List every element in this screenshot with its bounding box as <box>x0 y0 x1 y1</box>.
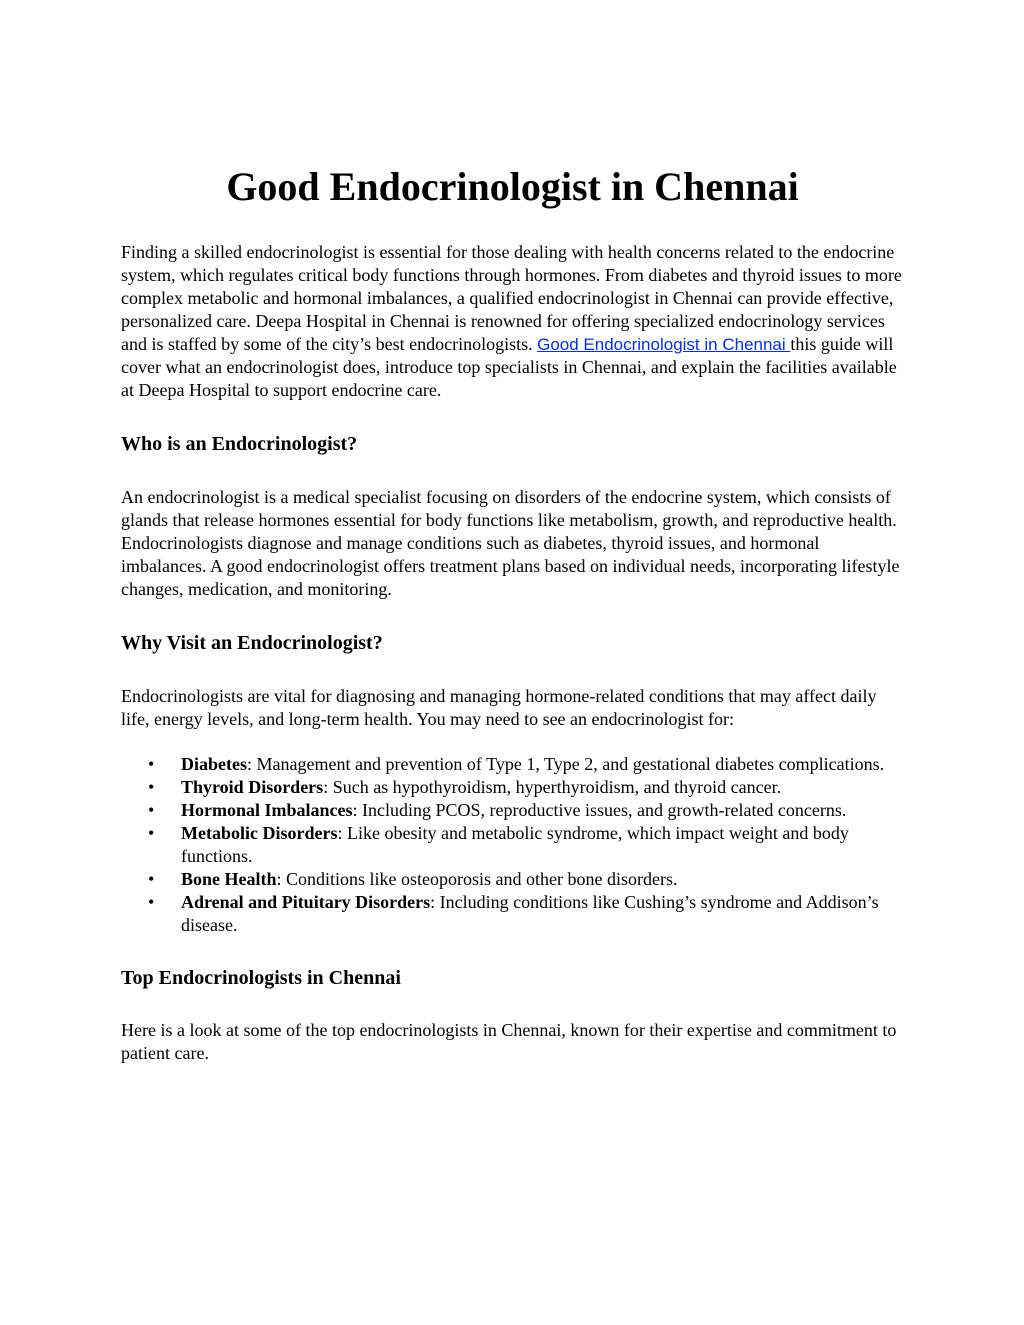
list-item-term: Metabolic Disorders <box>181 823 338 843</box>
list-item-description: : Such as hypothyroidism, hyperthyroidism, and thyroid cancer. <box>323 777 782 797</box>
paragraph-who-is-endocrinologist: An endocrinologist is a medical specialist focusing on disorders of the endocrine system, which consists of glands that release hormones essential for body functions like metabolism, growth, and reproductive health. Endocrinologists diagnose and manage conditions such as diabetes, thyroid issues, and hormonal imbalances. A good endocrinologist offers treatment plans based on individual needs, incorporating lifestyle changes, medication, and monitoring. <box>121 487 900 599</box>
bullet-icon: • <box>148 892 155 912</box>
page-title: Good Endocrinologist in Chennai <box>226 164 799 209</box>
list-item <box>148 822 904 868</box>
heading-why-visit: Why Visit an Endocrinologist? <box>121 632 383 654</box>
list-item <box>148 799 904 822</box>
list-item <box>148 868 904 891</box>
intro-paragraph <box>121 241 904 402</box>
paragraph-why-visit: Endocrinologists are vital for diagnosing and managing hormone-related conditions that may affect daily life, energy levels, and long-term health. You may need to see an endocrinologist for: <box>121 686 877 729</box>
list-item <box>148 776 904 799</box>
list-item-description: : Conditions like osteoporosis and other bone disorders. <box>276 869 678 889</box>
list-item-term: Thyroid Disorders <box>181 777 324 797</box>
list-item-term: Adrenal and Pituitary Disorders <box>181 892 431 912</box>
list-item <box>148 891 904 937</box>
list-item-term: Diabetes <box>181 754 247 774</box>
bullet-icon: • <box>148 754 155 774</box>
heading-who-is-endocrinologist: Who is an Endocrinologist? <box>121 433 358 455</box>
bullet-icon: • <box>148 777 155 797</box>
list-item-description: : Management and prevention of Type 1, Type 2, and gestational diabetes complications. <box>247 754 885 774</box>
conditions-list <box>121 753 904 937</box>
list-item-description: : Like obesity and metabolic syndrome, which impact weight and body functions. <box>181 823 849 866</box>
intro-text-before-link: Finding a skilled endocrinologist is essential for those dealing with health concerns related to the endocrine system, which regulates critical body functions through hormones. From diabetes and thyroid issues to more complex metabolic and hormonal imbalances, a qualified endocrinologist in Chennai can provide effective, personalized care. Deepa Hospital in Chennai is renowned for offering specialized endocrinology services and is staffed by some of the city’s best endocrinologists. <box>121 242 902 354</box>
heading-top-endocrinologists: Top Endocrinologists in Chennai <box>121 967 401 989</box>
bullet-icon: • <box>148 800 155 820</box>
list-item-term: Hormonal Imbalances <box>181 800 353 820</box>
paragraph-top-endocrinologists: Here is a look at some of the top endocrinologists in Chennai, known for their expertise and commitment to patient care. <box>121 1020 897 1063</box>
list-item-term: Bone Health <box>181 869 277 889</box>
list-item-description: : Including PCOS, reproductive issues, and growth-related concerns. <box>352 800 847 820</box>
list-item-description: : Including conditions like Cushing’s syndrome and Addison’s disease. <box>181 892 879 935</box>
bullet-icon: • <box>148 869 155 889</box>
bullet-icon: • <box>148 823 155 843</box>
endocrinologist-link[interactable]: Good Endocrinologist in Chennai <box>537 335 791 354</box>
list-item <box>148 753 904 776</box>
intro-text-after-link: this guide will cover what an endocrinologist does, introduce top specialists in Chennai, and explain the facilities available at Deepa Hospital to support endocrine care. <box>121 334 897 400</box>
